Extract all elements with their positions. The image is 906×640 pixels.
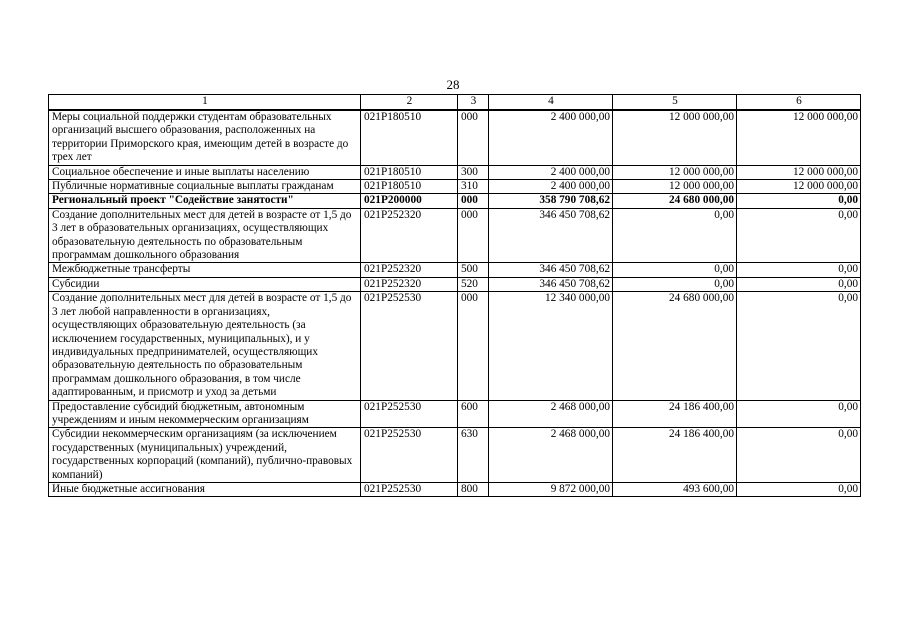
row-code-cell: 021P200000 [361,194,458,208]
row-amount-col6-cell: 0,00 [737,277,861,291]
table-row [49,110,861,165]
row-amount-col6-cell: 0,00 [737,428,861,483]
row-code-cell: 021P252320 [361,263,458,277]
row-code-cell: 021P252530 [361,292,458,400]
row-code-cell: 021P252530 [361,482,458,496]
row-name-cell: Социальное обеспечение и иные выплаты населению [49,165,361,179]
table-row [49,165,861,179]
row-expense-type-cell: 800 [458,482,489,496]
column-header: 4 [489,95,613,111]
table-row [49,194,861,208]
row-name-cell: Публичные нормативные социальные выплаты гражданам [49,180,361,194]
column-header: 2 [361,95,458,111]
row-name-cell: Субсидии некоммерческим организациям (за исключением государственных (муниципальных) учреждений, государственных корпораций (компаний), публично-правовых компаний) [49,428,361,483]
row-expense-type-cell: 000 [458,194,489,208]
row-amount-col4-cell: 2 400 000,00 [489,180,613,194]
row-code-cell: 021P252530 [361,400,458,428]
row-amount-col6-cell: 0,00 [737,263,861,277]
row-name-cell: Иные бюджетные ассигнования [49,482,361,496]
row-expense-type-cell: 310 [458,180,489,194]
row-expense-type-cell: 500 [458,263,489,277]
row-name-cell: Субсидии [49,277,361,291]
row-amount-col6-cell: 0,00 [737,482,861,496]
row-expense-type-cell: 520 [458,277,489,291]
row-code-cell: 021P180510 [361,180,458,194]
row-amount-col5-cell: 0,00 [613,277,737,291]
row-expense-type-cell: 000 [458,292,489,400]
row-name-cell: Предоставление субсидий бюджетным, автономным учреждениям и иным некоммерческим организациям [49,400,361,428]
page-number: 28 [446,77,460,92]
table-row [49,400,861,428]
row-amount-col4-cell: 2 468 000,00 [489,400,613,428]
row-name-cell: Меры социальной поддержки студентам образовательных организаций высшего образования, расположенных на территории Приморского края, имеющим детей в возрасте до трех лет [49,110,361,165]
row-name-cell: Создание дополнительных мест для детей в возрасте от 1,5 до 3 лет в образовательных организациях, осуществляющих образовательную деятельность по образовательным программам дошкольного образования [49,208,361,263]
row-amount-col5-cell: 12 000 000,00 [613,110,737,165]
row-amount-col5-cell: 12 000 000,00 [613,165,737,179]
table-header-row [49,95,861,111]
row-amount-col5-cell: 24 186 400,00 [613,400,737,428]
row-amount-col5-cell: 0,00 [613,208,737,263]
row-amount-col6-cell: 0,00 [737,194,861,208]
budget-table [48,94,861,497]
table-row [49,292,861,400]
row-amount-col6-cell: 0,00 [737,400,861,428]
table-body [49,110,861,497]
row-amount-col6-cell: 12 000 000,00 [737,165,861,179]
row-amount-col4-cell: 9 872 000,00 [489,482,613,496]
row-amount-col4-cell: 346 450 708,62 [489,277,613,291]
row-code-cell: 021P252530 [361,428,458,483]
row-amount-col6-cell: 12 000 000,00 [737,110,861,165]
row-amount-col5-cell: 24 186 400,00 [613,428,737,483]
column-header: 6 [737,95,861,111]
row-amount-col5-cell: 493 600,00 [613,482,737,496]
row-code-cell: 021P252320 [361,277,458,291]
column-header: 1 [49,95,361,111]
row-amount-col4-cell: 346 450 708,62 [489,263,613,277]
row-name-cell: Региональный проект "Содействие занятости" [49,194,361,208]
row-expense-type-cell: 600 [458,400,489,428]
row-amount-col5-cell: 0,00 [613,263,737,277]
row-amount-col6-cell: 12 000 000,00 [737,180,861,194]
row-amount-col5-cell: 12 000 000,00 [613,180,737,194]
row-amount-col4-cell: 12 340 000,00 [489,292,613,400]
row-amount-col5-cell: 24 680 000,00 [613,194,737,208]
row-amount-col4-cell: 2 400 000,00 [489,110,613,165]
table-row [49,208,861,263]
column-header: 3 [458,95,489,111]
table-row [49,428,861,483]
table-row [49,263,861,277]
row-amount-col4-cell: 2 468 000,00 [489,428,613,483]
row-code-cell: 021P252320 [361,208,458,263]
row-code-cell: 021P180510 [361,110,458,165]
row-expense-type-cell: 000 [458,110,489,165]
row-expense-type-cell: 000 [458,208,489,263]
row-amount-col4-cell: 346 450 708,62 [489,208,613,263]
row-amount-col4-cell: 2 400 000,00 [489,165,613,179]
row-expense-type-cell: 300 [458,165,489,179]
row-code-cell: 021P180510 [361,165,458,179]
table-row [49,180,861,194]
row-amount-col6-cell: 0,00 [737,292,861,400]
column-header: 5 [613,95,737,111]
table-row [49,482,861,496]
row-amount-col6-cell: 0,00 [737,208,861,263]
row-amount-col4-cell: 358 790 708,62 [489,194,613,208]
row-name-cell: Создание дополнительных мест для детей в возрасте от 1,5 до 3 лет любой направленности в организациях, осуществляющих образовательную деятельность (за исключением государственных, муниципальных), и у индивидуальных предпринимателей, осуществляющих образовательную деятельность по образовательным программам дошкольного образования, в том числе адаптированным, и присмотр и уход за детьми [49,292,361,400]
row-expense-type-cell: 630 [458,428,489,483]
table-row [49,277,861,291]
row-name-cell: Межбюджетные трансферты [49,263,361,277]
row-amount-col5-cell: 24 680 000,00 [613,292,737,400]
